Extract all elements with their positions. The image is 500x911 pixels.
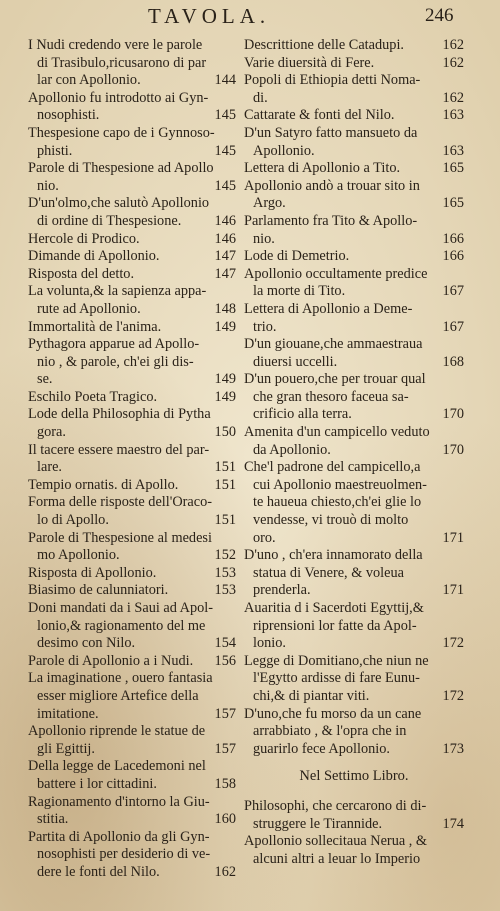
index-entry [28, 125, 236, 160]
index-entry-page-number: 174 [442, 815, 464, 832]
index-entry-page-number: 167 [442, 283, 464, 300]
section-heading: Nel Settimo Libro. [299, 768, 409, 785]
index-entry-text: Apollonio occultamente predice [244, 265, 428, 282]
index-entry-line [244, 706, 464, 724]
index-entry-page-number: 148 [214, 300, 236, 317]
index-entry-text: trio. [253, 318, 277, 335]
index-entry-text: D'un Satyro fatto mansueto da [244, 124, 418, 141]
index-entry-text: Parole di Thespesione ad Apollo [28, 160, 214, 177]
index-entry-line [28, 231, 236, 249]
index-entry-line [244, 530, 464, 548]
index-entry-text: Il tacere essere maestro del par- [28, 441, 210, 458]
index-entry-text: l'Egytto ardisse di fare Eunu- [253, 670, 420, 687]
index-entry-page-number: 165 [442, 160, 464, 177]
index-entry-line [28, 512, 236, 530]
index-entry-text: lonio. [253, 635, 286, 652]
index-entry-text: esser migliore Artefice della [37, 687, 199, 704]
index-entry-line [244, 512, 464, 530]
index-entry-text: Parole di Thespesione al medesi [28, 529, 212, 546]
index-entry-text: rute ad Apollonio. [37, 300, 141, 317]
index-entry-text: I Nudi credendo vere le parole [28, 37, 203, 53]
index-entry-text: oro. [253, 529, 276, 546]
index-entry-line [28, 213, 236, 231]
index-entry-line [28, 653, 236, 671]
index-entry-line [28, 301, 236, 319]
index-entry-text: Della legge de Lacedemoni nel [28, 758, 206, 775]
index-entry-line [244, 741, 464, 759]
index-entry [244, 55, 464, 73]
index-entry-text: nio , & parole, ch'ei gli dis- [37, 353, 194, 370]
index-entry-text: che gran thesoro faceua sa- [253, 388, 409, 405]
index-entry-line [28, 582, 236, 600]
index-entry [28, 477, 236, 495]
index-entry-line [28, 811, 236, 829]
index-entry-line [244, 618, 464, 636]
index-entry-text: crificio alla terra. [253, 406, 352, 423]
index-entry [28, 442, 236, 477]
index-entry-page-number: 173 [442, 740, 464, 757]
index-entry-line [244, 653, 464, 671]
index-entry-line [244, 547, 464, 565]
index-entry-text: lonio,& ragionamento del me [37, 617, 206, 634]
index-entry-line [244, 635, 464, 653]
index-entry-text: gli Egittij. [37, 740, 95, 757]
index-entry-text: vendesse, vi trouò di molto [253, 512, 409, 529]
index-entry-page-number: 162 [442, 54, 464, 71]
index-entry-text: desimo con Nilo. [37, 635, 136, 652]
index-entry [244, 301, 464, 336]
index-entry [28, 582, 236, 600]
index-entry [28, 794, 236, 829]
index-entry-line [244, 477, 464, 495]
index-entry-page-number: 146 [214, 212, 236, 229]
index-entry-text: Forma delle risposte dell'Oraco- [28, 494, 213, 511]
index-entry [244, 248, 464, 266]
index-entry-line [244, 283, 464, 301]
index-entry-line [244, 195, 464, 213]
index-entry-text: alcuni altri a leuar lo Imperio [253, 850, 421, 867]
index-entry [28, 829, 236, 882]
index-entry-page-number: 171 [442, 582, 464, 599]
index-entry-page-number: 167 [442, 318, 464, 335]
index-entry-line [28, 829, 236, 847]
index-entry-text: diuersi uccelli. [253, 353, 338, 370]
index-entry-text: Parlamento fra Tito & Apollo- [244, 212, 418, 229]
index-entry-line [244, 670, 464, 688]
index-entry-text: Apollonio. [253, 142, 315, 159]
index-entry-page-number: 168 [442, 353, 464, 370]
index-entry-page-number: 163 [442, 142, 464, 159]
index-entry-line [244, 266, 464, 284]
index-entry-text: La imaginatione , ouero fantasia [28, 670, 213, 687]
index-entry [244, 798, 464, 833]
index-entry-line [28, 600, 236, 618]
index-entry-page-number: 165 [442, 195, 464, 212]
index-entry [244, 424, 464, 459]
index-entry-text: di Trasibulo,ricusarono di par [37, 54, 207, 71]
index-entry-page-number: 170 [442, 406, 464, 423]
index-entry-line [244, 178, 464, 196]
index-entry-line [244, 582, 464, 600]
index-entry-line [244, 319, 464, 337]
index-entry [28, 723, 236, 758]
index-entry-text: statua di Venere, & voleua [253, 564, 404, 581]
index-entry-text: Apollonio sollecitaua Nerua , & [244, 833, 428, 850]
index-entry-text: Ragionamento d'intorno la Giu- [28, 793, 210, 810]
index-entry [244, 833, 464, 868]
index-entry-text: imitatione. [37, 705, 99, 722]
index-entry [244, 547, 464, 600]
index-entry-line [244, 231, 464, 249]
index-entry-line [244, 90, 464, 108]
index-entry [28, 758, 236, 793]
index-entry-line [28, 37, 236, 55]
index-entry [28, 389, 236, 407]
index-entry-line [28, 55, 236, 73]
index-column-right [244, 37, 464, 868]
index-entry-text: Apollonio andò a trouar sito in [244, 177, 420, 194]
index-entry-text: stitia. [37, 811, 69, 828]
index-entry-page-number: 157 [214, 740, 236, 757]
index-entry-text: Varie diuersità di Fere. [244, 54, 375, 71]
index-entry-line [244, 833, 464, 851]
index-entry-page-number: 172 [442, 635, 464, 652]
index-entry-line [28, 618, 236, 636]
index-entry [28, 565, 236, 583]
index-entries-part-one [244, 37, 464, 758]
index-entry-line [28, 125, 236, 143]
index-entry-text: Argo. [253, 195, 286, 212]
index-entry-text: struggere le Tirannide. [253, 815, 383, 832]
index-entry-line [244, 336, 464, 354]
index-entry-page-number: 145 [214, 142, 236, 159]
index-column-left [28, 37, 236, 882]
index-entry-text: Eschilo Poeta Tragico. [28, 388, 158, 405]
index-entry-page-number: 152 [214, 547, 236, 564]
index-entry-line [244, 851, 464, 869]
index-entry [244, 459, 464, 547]
index-entry-text: chi,& di piantar viti. [253, 687, 370, 704]
index-entry-line [28, 248, 236, 266]
index-entry-text: Lettera di Apollonio a Tito. [244, 160, 401, 177]
page-number: 246 [425, 5, 454, 26]
index-entry-page-number: 149 [214, 388, 236, 405]
index-entry-line [28, 547, 236, 565]
index-entry-text: lare. [37, 459, 62, 476]
index-entry-line [28, 864, 236, 882]
index-entry-page-number: 156 [214, 652, 236, 669]
index-entry-line [28, 635, 236, 653]
index-entry-line [28, 107, 236, 125]
index-entry [244, 213, 464, 248]
index-entry-line [28, 530, 236, 548]
index-entry-line [28, 406, 236, 424]
index-entry [244, 160, 464, 178]
index-entry-line [28, 90, 236, 108]
index-entry-page-number: 163 [442, 107, 464, 124]
index-entry-line [28, 195, 236, 213]
index-entry-text: lar con Apollonio. [37, 72, 141, 89]
index-entry-page-number: 145 [214, 177, 236, 194]
index-entry-line [28, 565, 236, 583]
index-entry-line [244, 160, 464, 178]
index-entry-line [28, 143, 236, 161]
index-entry-line [244, 565, 464, 583]
index-entry-line [28, 794, 236, 812]
index-entry [244, 107, 464, 125]
index-entry-page-number: 150 [214, 424, 236, 441]
index-entry-line [244, 798, 464, 816]
page-header [0, 4, 500, 32]
index-entry-line [28, 846, 236, 864]
index-entry-text: Thespesione capo de i Gynnoso- [28, 124, 215, 141]
index-entry [244, 178, 464, 213]
index-entry-text: Philosophi, che cercarono di di- [244, 797, 427, 814]
index-entry-line [28, 688, 236, 706]
index-entry-text: Pythagora apparue ad Apollo- [28, 336, 200, 353]
index-entry-line [28, 477, 236, 495]
index-entry-line [28, 758, 236, 776]
index-entry [28, 231, 236, 249]
index-entry-page-number: 162 [214, 863, 236, 880]
index-entry-page-number: 157 [214, 705, 236, 722]
index-entry-page-number: 170 [442, 441, 464, 458]
index-entry [244, 371, 464, 424]
index-entry [28, 670, 236, 723]
index-entry-text: Apollonio riprende le statue de [28, 723, 206, 740]
index-entry-text: da Apollonio. [253, 441, 331, 458]
index-entry-text: D'un pouero,che per trouar qual [244, 371, 426, 388]
index-entry-text: Cattarate & fonti del Nilo. [244, 107, 395, 124]
index-entry-text: cui Apollonio maestreuolmen- [253, 476, 427, 493]
index-entry-line [28, 494, 236, 512]
index-entry-text: di ordine di Thespesione. [37, 212, 182, 229]
index-entry-text: mo Apollonio. [37, 547, 120, 564]
index-entry-text: te haueua chiesto,ch'ei glie lo [253, 494, 422, 511]
index-entry-line [28, 723, 236, 741]
index-entry [244, 653, 464, 706]
index-entry-text: dere le fonti del Nilo. [37, 863, 160, 880]
index-entry-line [28, 283, 236, 301]
index-entry-text: lo di Apollo. [37, 512, 109, 529]
index-entry-line [244, 459, 464, 477]
index-entry-text: Immortalità de l'anima. [28, 318, 162, 335]
index-entry-page-number: 147 [214, 265, 236, 282]
index-entry [28, 319, 236, 337]
index-entry-text: nio. [253, 230, 275, 247]
index-entry [28, 283, 236, 318]
index-entry-line [244, 37, 464, 55]
index-entry-line [244, 816, 464, 834]
index-entry-line [244, 248, 464, 266]
index-entry-text: Auaritia d i Sacerdoti Egyttij,& [244, 600, 424, 616]
index-entry [28, 653, 236, 671]
index-entry-text: phisti. [37, 142, 73, 159]
index-entry-text: battere i lor cittadini. [37, 775, 157, 792]
index-entry-page-number: 151 [214, 512, 236, 529]
index-entry-line [244, 424, 464, 442]
index-entry [28, 266, 236, 284]
index-entry-line [244, 600, 464, 618]
index-entry-page-number: 144 [214, 72, 236, 89]
index-entry-text: Che'l padrone del campicello,a [244, 459, 421, 476]
index-entry-text: Dimande di Apollonio. [28, 248, 160, 265]
index-entry-page-number: 166 [442, 230, 464, 247]
index-entry-line [28, 160, 236, 178]
index-entry-line [28, 371, 236, 389]
index-entry-text: nio. [37, 177, 59, 194]
index-entry-line [244, 72, 464, 90]
index-entry-text: Descrittione delle Catadupi. [244, 37, 404, 53]
index-entry-text: La volunta,& la sapienza appa- [28, 283, 207, 300]
index-entry-page-number: 158 [214, 775, 236, 792]
index-entry-page-number: 145 [214, 107, 236, 124]
index-entry-line [28, 266, 236, 284]
index-entry-text: D'un'olmo,che salutò Apollonio [28, 195, 210, 212]
index-entry [244, 72, 464, 107]
index-entry [244, 336, 464, 371]
index-entry-line [244, 442, 464, 460]
index-entry-line [28, 670, 236, 688]
index-entry-line [28, 706, 236, 724]
index-entry-text: Apollonio fu introdotto ai Gyn- [28, 89, 209, 106]
index-entry-text: Partita di Apollonio da gli Gyn- [28, 828, 210, 845]
index-entry-text: la morte di Tito. [253, 283, 346, 300]
index-entries-part-two [244, 798, 464, 868]
index-entry [28, 600, 236, 653]
index-entry-text: arrabbiato , & l'opra che in [253, 723, 407, 740]
index-entry-text: Doni mandati da i Saui ad Apol- [28, 600, 214, 616]
index-entry-page-number: 162 [442, 89, 464, 106]
index-entry-text: nosophisti per desiderio di ve- [37, 846, 211, 863]
index-entry-text: gora. [37, 424, 66, 441]
index-entry-line [28, 424, 236, 442]
index-entry-page-number: 166 [442, 248, 464, 265]
index-entry-line [244, 723, 464, 741]
index-entry-line [28, 178, 236, 196]
index-entry-text: Hercole di Prodico. [28, 230, 140, 247]
index-entry [28, 160, 236, 195]
index-entry-text: Risposta di Apollonio. [28, 564, 157, 581]
index-entry-line [244, 371, 464, 389]
index-entry-line [244, 494, 464, 512]
index-entry-page-number: 151 [214, 459, 236, 476]
index-entry-page-number: 162 [442, 37, 464, 53]
index-entry-page-number: 149 [214, 318, 236, 335]
index-entry-line [28, 336, 236, 354]
index-entry-text: riprensioni lor fatte da Apol- [253, 617, 417, 634]
index-entry-page-number: 153 [214, 564, 236, 581]
index-entry [28, 248, 236, 266]
index-entry-line [244, 406, 464, 424]
index-entry-page-number: 147 [214, 248, 236, 265]
running-title: TAVOLA. [148, 4, 271, 28]
index-entry-page-number: 146 [214, 230, 236, 247]
index-entry [244, 266, 464, 301]
index-entry-text: D'un giouane,che ammaestraua [244, 336, 423, 353]
index-entry-line [244, 389, 464, 407]
index-entry [28, 90, 236, 125]
index-entry-line [28, 442, 236, 460]
index-entry-line [28, 319, 236, 337]
index-entry-text: Lode della Philosophia di Pytha [28, 406, 211, 423]
index-entry-text: guarirlo fece Apollonio. [253, 740, 390, 757]
index-entry [244, 706, 464, 759]
index-entry-text: Tempio ornatis. di Apollo. [28, 476, 179, 493]
index-entry [28, 530, 236, 565]
index-entry-line [244, 107, 464, 125]
index-entry-page-number: 154 [214, 635, 236, 652]
index-entry [28, 494, 236, 529]
index-entry-text: prenderla. [253, 582, 311, 599]
index-entry-text: Lettera di Apollonio a Deme- [244, 300, 413, 317]
index-entry-text: Legge di Domitiano,che niun ne [244, 652, 429, 669]
index-entry-text: Amenita d'un campicello veduto [244, 424, 430, 441]
index-entry [244, 37, 464, 55]
index-entry-page-number: 160 [214, 811, 236, 828]
index-entry-text: di. [253, 89, 268, 106]
index-entry-line [28, 72, 236, 90]
index-entry-text: D'uno , ch'era innamorato della [244, 547, 423, 564]
index-entry-text: Risposta del detto. [28, 265, 135, 282]
index-entry-line [28, 741, 236, 759]
index-entry-text: Lode di Demetrio. [244, 248, 350, 265]
index-entry-line [244, 301, 464, 319]
index-entry [244, 600, 464, 653]
index-entry [28, 37, 236, 90]
index-entry-line [244, 213, 464, 231]
index-entry [28, 336, 236, 389]
index-entry-line [244, 143, 464, 161]
index-entry-page-number: 149 [214, 371, 236, 388]
index-entry-text: Biasimo de calunniatori. [28, 582, 169, 599]
index-entry-line [28, 389, 236, 407]
index-entry [28, 406, 236, 441]
index-entry-text: Popoli di Ethiopia detti Noma- [244, 72, 421, 89]
index-entry-page-number: 151 [214, 476, 236, 493]
index-entry-page-number: 172 [442, 687, 464, 704]
index-entry-line [244, 354, 464, 372]
index-entry-text: se. [37, 371, 53, 388]
index-entry-text: Parole di Apollonio a i Nudi. [28, 652, 194, 669]
index-entry [244, 125, 464, 160]
index-entry-page-number: 153 [214, 582, 236, 599]
index-entry-line [244, 688, 464, 706]
index-entry-line [28, 459, 236, 477]
index-entry-text: D'uno,che fu morso da un cane [244, 705, 422, 722]
index-entry-line [244, 55, 464, 73]
index-entry-line [28, 776, 236, 794]
index-entry [28, 195, 236, 230]
index-entry-line [28, 354, 236, 372]
index-entry-text: nosophisti. [37, 107, 100, 124]
index-entry-page-number: 171 [442, 529, 464, 546]
index-entry-line [244, 125, 464, 143]
